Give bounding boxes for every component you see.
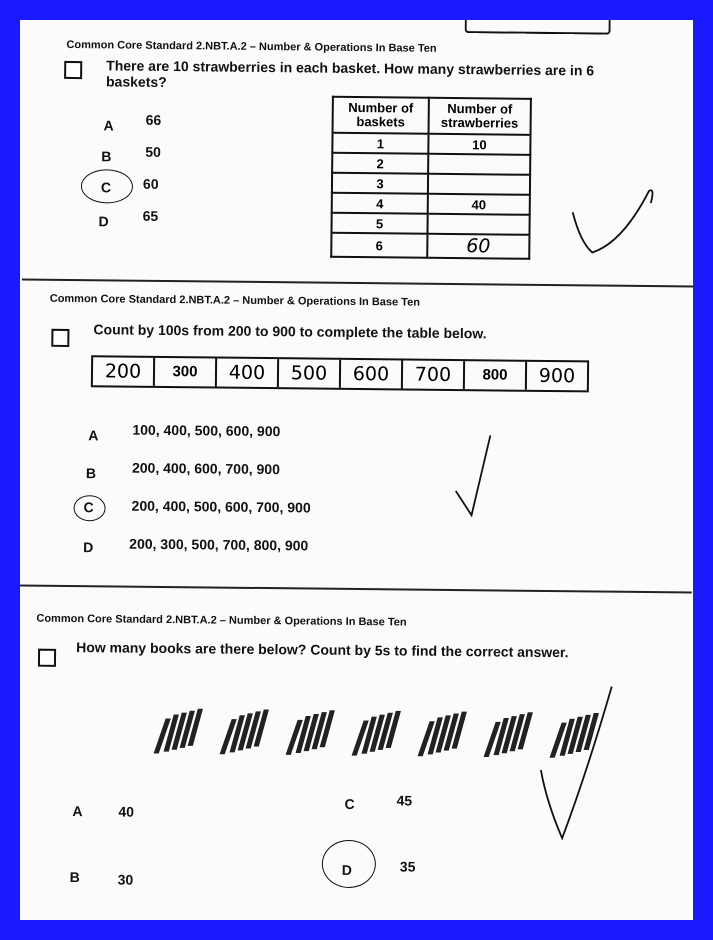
table-row <box>332 133 530 155</box>
strip-cell: 300 <box>153 358 215 387</box>
q1-option-a-letter: A <box>103 117 114 134</box>
q3-option-d-letter: D <box>341 861 353 878</box>
q1-option-c-letter: C <box>100 179 112 196</box>
table-cell: 6 <box>331 233 427 258</box>
q3-option-b-letter: B <box>69 869 80 886</box>
q1-option-d-letter: D <box>98 213 109 230</box>
table-row <box>332 193 530 215</box>
q2-question: Count by 100s from 200 to 900 to complete the table below. <box>93 321 487 342</box>
q1-question: There are 10 strawberries in each basket. How many strawberries are in 6 baskets? <box>105 57 595 90</box>
strip-cell: 900 <box>525 362 587 391</box>
book-stack-icon <box>149 704 210 757</box>
q3-option-a-value[interactable]: 40 <box>118 803 135 820</box>
table-cell <box>427 214 529 235</box>
q2-option-d-letter: D <box>83 539 94 556</box>
count-strip <box>91 355 589 392</box>
strip-cell: 800 <box>463 361 525 390</box>
table-cell <box>428 154 530 175</box>
table-row <box>332 153 530 175</box>
q1-option-b-letter: B <box>101 148 112 165</box>
table-row <box>332 173 530 195</box>
strip-cell: 500 <box>277 359 339 388</box>
q3-option-c-letter: C <box>344 795 355 812</box>
q2-checkbox-icon[interactable] <box>51 329 69 347</box>
q1-option-d-value[interactable]: 65 <box>142 207 159 224</box>
q1-checkmark-icon <box>562 172 673 273</box>
section-divider <box>22 278 693 287</box>
q3-checkbox-icon[interactable] <box>38 649 56 667</box>
header-tab <box>465 20 611 35</box>
book-stack-icon <box>215 705 276 758</box>
q2-option-a-letter: A <box>88 427 99 444</box>
q2-option-d-value[interactable]: 200, 300, 500, 700, 800, 900 <box>129 535 309 554</box>
strawberry-table <box>330 96 532 260</box>
q2-standard: Common Core Standard 2.NBT.A.2 – Number & Operations In Base Ten <box>49 292 421 309</box>
strip-cell: 600 <box>339 360 401 389</box>
q3-checkmark-icon <box>526 672 628 853</box>
q3-question: How many books are there below? Count by 5s to find the correct answer. <box>76 639 569 661</box>
book-stack-icon <box>281 705 342 758</box>
q2-option-a-value[interactable]: 100, 400, 500, 600, 900 <box>132 421 281 440</box>
table-cell: 2 <box>332 153 428 174</box>
table-cell: 4 <box>332 193 428 214</box>
table-cell: 3 <box>332 173 428 194</box>
q3-standard: Common Core Standard 2.NBT.A.2 – Number & Operations In Base Ten <box>36 612 407 629</box>
book-stack-icon <box>347 706 408 759</box>
q1-standard: Common Core Standard 2.NBT.A.2 – Number & Operations In Base Ten <box>66 38 437 55</box>
table-cell: 40 <box>428 194 530 215</box>
q3-option-b-value[interactable]: 30 <box>117 871 134 888</box>
q2-option-b-letter: B <box>85 465 97 482</box>
table-header-baskets: Number of baskets <box>333 97 429 134</box>
q1-option-c-value[interactable]: 60 <box>142 175 159 192</box>
table-header-strawberries: Number of strawberries <box>429 98 531 135</box>
q3-option-c-value[interactable]: 45 <box>396 792 413 809</box>
table-cell: 10 <box>428 134 530 155</box>
q1-checkbox-icon[interactable] <box>64 61 82 79</box>
q2-checkmark-icon <box>449 429 510 530</box>
section-divider <box>20 584 692 593</box>
table-cell: 5 <box>331 213 427 234</box>
table-row <box>331 213 529 235</box>
table-cell-handwritten: 60 <box>427 234 529 259</box>
strip-cell: 400 <box>215 359 277 388</box>
q1-option-a-value[interactable]: 66 <box>145 111 162 128</box>
q2-option-b-value[interactable]: 200, 400, 600, 700, 900 <box>131 459 281 478</box>
q3-option-a-letter: A <box>72 803 83 820</box>
strip-cell: 700 <box>401 360 463 389</box>
q2-option-c-value[interactable]: 200, 400, 500, 600, 700, 900 <box>131 497 311 516</box>
worksheet-page <box>20 20 693 920</box>
q3-option-d-value[interactable]: 35 <box>399 858 416 875</box>
strip-cell: 200 <box>104 360 142 383</box>
table-cell <box>428 174 530 195</box>
q1-option-b-value[interactable]: 50 <box>145 143 161 160</box>
table-cell: 1 <box>332 133 428 154</box>
table-row <box>331 233 529 259</box>
q1-answer-circle <box>81 169 133 204</box>
book-stack-icon <box>413 707 474 760</box>
q2-option-c-letter: C <box>83 499 94 516</box>
